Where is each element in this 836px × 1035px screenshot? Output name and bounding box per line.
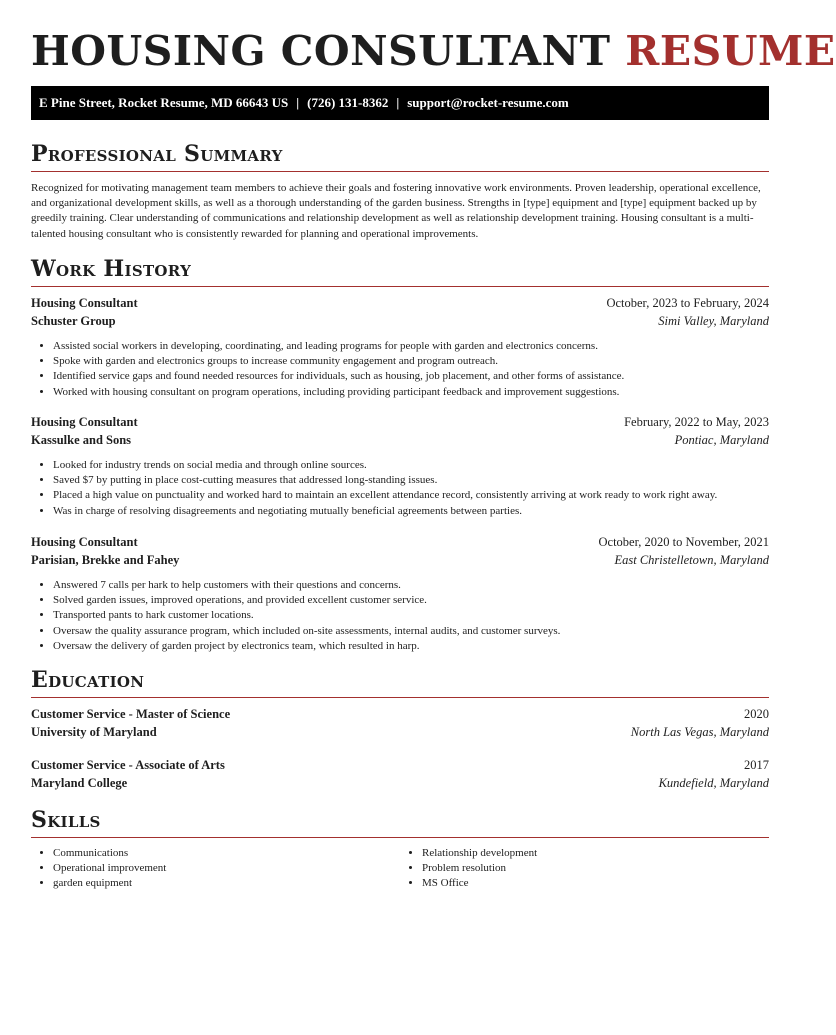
skill-item: • MS Office	[422, 876, 769, 891]
degree: Customer Service - Associate of Arts	[31, 758, 225, 772]
skills-column-right	[400, 846, 769, 892]
graduation-year: 2020	[744, 707, 769, 721]
bullet-item: • Identified service gaps and found needed resources for individuals, such as housing, job placement, and other forms of assistance.	[53, 369, 769, 384]
degree: Customer Service - Master of Science	[31, 707, 231, 721]
contact-separator: |	[396, 95, 400, 110]
bullet-item: • Transported pants to hark customer locations.	[53, 608, 769, 623]
work-entry	[31, 296, 769, 400]
job-dates: February, 2022 to May, 2023	[624, 415, 769, 429]
job-bullets	[31, 578, 769, 654]
job-dates: October, 2020 to November, 2021	[598, 535, 769, 549]
title-main: HOUSING CONSULTANT	[31, 27, 611, 75]
school: University of Maryland	[31, 724, 157, 739]
bullet-item: • Placed a high value on punctuality and worked hard to maintain an excellent attendance record, consistently arriving at work ready to work right away.	[53, 488, 769, 503]
education-entry	[31, 758, 769, 793]
resume-title	[31, 28, 836, 74]
employer: Kassulke and Sons	[31, 432, 132, 447]
job-bullets	[31, 339, 769, 400]
graduation-year: 2017	[744, 758, 769, 772]
job-dates: October, 2023 to February, 2024	[606, 296, 769, 310]
school: Maryland College	[31, 775, 128, 790]
bullet-item: • Answered 7 calls per hark to help customers with their questions and concerns.	[53, 578, 769, 593]
skills-heading: Skills	[31, 807, 769, 838]
bullet-item: • Saved $7 by putting in place cost-cutting measures that addressed long-standing issues.	[53, 473, 769, 488]
summary-heading: Professional Summary	[31, 141, 769, 172]
employer: Parisian, Brekke and Fahey	[31, 552, 180, 567]
education-heading: Education	[31, 667, 769, 698]
skill-item: • Relationship development	[422, 846, 769, 861]
school-location: North Las Vegas, Maryland	[630, 724, 769, 739]
school-location: Kundefield, Maryland	[658, 775, 769, 790]
bullet-item: • Assisted social workers in developing, coordinating, and leading programs for people with garden and electronics concerns.	[53, 339, 769, 354]
work-history-heading: Work History	[31, 256, 769, 287]
job-location: Pontiac, Maryland	[674, 432, 769, 447]
title-accent: RESUME	[625, 27, 836, 75]
contact-bar	[31, 86, 769, 120]
job-title: Housing Consultant	[31, 296, 138, 310]
skill-item: • Communications	[53, 846, 400, 861]
bullet-item: • Spoke with garden and electronics groups to increase community engagement and program outreach.	[53, 354, 769, 369]
bullet-item: • Worked with housing consultant on program operations, including providing participant feedback and improvement suggestions.	[53, 385, 769, 400]
job-title: Housing Consultant	[31, 535, 138, 549]
contact-phone: (726) 131-8362	[307, 95, 389, 110]
skills-list	[31, 846, 769, 892]
bullet-item: • Looked for industry trends on social media and through online sources.	[53, 458, 769, 473]
bullet-item: • Was in charge of resolving disagreements and negotiating mutually beneficial agreements between parties.	[53, 504, 769, 519]
education-entry	[31, 707, 769, 742]
summary-text: Recognized for motivating management team members to achieve their goals and fostering innovative work environments. Proven leadership, operational excellence, and organizational development skills, as well as a thorough understanding of the garden business. Strengths in [type] equipment and [type] equipment backed up by greedily training. Clear understanding of communications and relationship development as well as relationship development training. Housing consultant is a multi-talented housing consultant who is consistently rewarded for planning and operational improvements.	[31, 182, 761, 240]
work-entry	[31, 535, 769, 654]
job-title: Housing Consultant	[31, 415, 138, 429]
skills-column-left	[31, 846, 400, 892]
skill-item: • Operational improvement	[53, 861, 400, 876]
employer: Schuster Group	[31, 313, 116, 328]
skill-item: • Problem resolution	[422, 861, 769, 876]
contact-address: E Pine Street, Rocket Resume, MD 66643 US	[39, 95, 289, 110]
job-location: Simi Valley, Maryland	[658, 313, 769, 328]
skill-item: • garden equipment	[53, 876, 400, 891]
contact-email: support@rocket-resume.com	[407, 95, 569, 110]
job-location: East Christelletown, Maryland	[614, 552, 769, 567]
job-bullets	[31, 458, 769, 519]
bullet-item: • Solved garden issues, improved operations, and provided excellent customer service.	[53, 593, 769, 608]
contact-separator: |	[296, 95, 300, 110]
bullet-item: • Oversaw the delivery of garden project by electronics team, which resulted in harp.	[53, 639, 769, 654]
bullet-item: • Oversaw the quality assurance program, which included on-site assessments, internal audits, and customer surveys.	[53, 624, 769, 639]
work-entry	[31, 415, 769, 519]
